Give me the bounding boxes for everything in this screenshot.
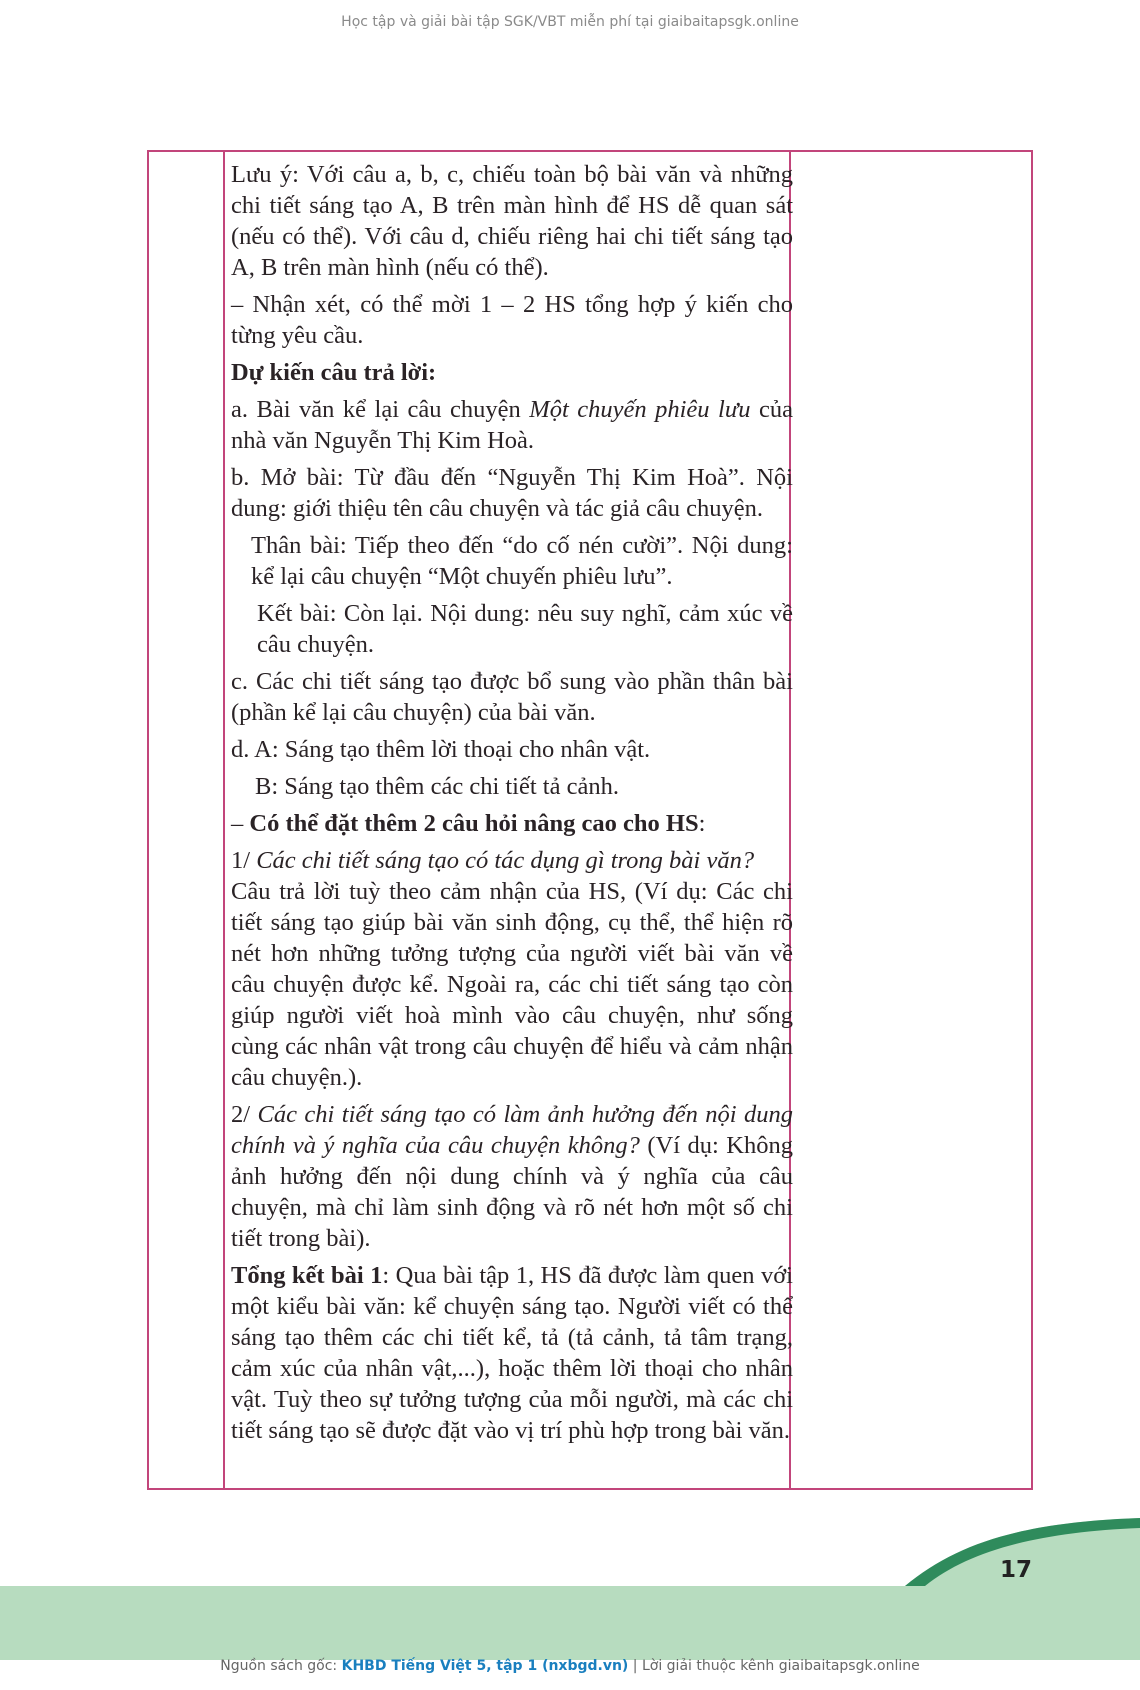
- lesson-summary: Tổng kết bài 1: Qua bài tập 1, HS đã được làm quen với một kiểu bài văn: kể chuyện sáng tạo. Người viết có thể sáng tạo thêm các chi tiết kể, tả (tả cảnh, tả tâm trạng, cảm xúc của nhân vật,...), hoặc thêm lời thoại cho nhân vật. Tuỳ theo sự tưởng tượng của mỗi người, mà các chi tiết sáng tạo sẽ được đặt vào vị trí phù hợp trong bài văn.: [231, 1262, 793, 1444]
- answer-d-a: d. A: Sáng tạo thêm lời thoại cho nhân vật.: [231, 736, 651, 763]
- answer-a: a. Bài văn kể lại câu chuyện Một chuyến phiêu lưu của nhà văn Nguyễn Thị Kim Hoà.: [231, 396, 793, 454]
- answer-b-intro: b. Mở bài: Từ đầu đến “Nguyễn Thị Kim Hoà”. Nội dung: giới thiệu tên câu chuyện và tác giả câu chuyện.: [231, 464, 793, 522]
- advanced-question-2: 2/ Các chi tiết sáng tạo có làm ảnh hưởng đến nội dung chính và ý nghĩa của câu chuyện không? (Ví dụ: Không ảnh hưởng đến nội dung chính và ý nghĩa của câu chuyện, mà chỉ làm sinh động và rõ nét hơn một số chi tiết trong bài).: [231, 1101, 794, 1252]
- page-number: 17: [999, 1557, 1032, 1583]
- source-book-link[interactable]: KHBD Tiếng Việt 5, tập 1 (nxbgd.vn): [341, 1658, 629, 1674]
- expected-answers-heading: Dự kiến câu trả lời:: [231, 359, 437, 386]
- answer-c: c. Các chi tiết sáng tạo được bổ sung vào phần thân bài (phần kể lại câu chuyện) của bài văn.: [231, 668, 793, 726]
- advanced-question-1: 1/ Các chi tiết sáng tạo có tác dụng gì trong bài văn? Câu trả lời tuỳ theo cảm nhận của HS, (Ví dụ: Các chi tiết sáng tạo giúp bài văn sinh động, cụ thể, thể hiện rõ nét hơn những tưởng tượng của người viết bài văn về câu chuyện được kể. Ngoài ra, các chi tiết sáng tạo còn giúp người viết hoà mình vào câu chuyện, như sống cùng các nhân vật trong câu chuyện để hiểu và cảm nhận câu chuyện.).: [231, 847, 793, 1091]
- lesson-table: [147, 150, 1033, 1490]
- teacher-activity-cell: [231, 159, 793, 1446]
- comment-paragraph: – Nhận xét, có thể mời 1 – 2 HS tổng hợp ý kiến cho từng yêu cầu.: [231, 291, 793, 349]
- answer-b-body: Thân bài: Tiếp theo đến “do cố nén cười”. Nội dung: kể lại câu chuyện “Một chuyến phiêu lưu”.: [251, 532, 793, 590]
- answer-b-conclusion: Kết bài: Còn lại. Nội dung: nêu suy nghĩ, cảm xúc về câu chuyện.: [257, 600, 793, 658]
- top-watermark-note: Học tập và giải bài tập SGK/VBT miễn phí tại giaibaitapsgk.online: [341, 14, 799, 30]
- source-footer: Nguồn sách gốc: KHBD Tiếng Việt 5, tập 1 (nxbgd.vn) | Lời giải thuộc kênh giaibaitapsgk.online: [220, 1658, 920, 1674]
- answer-d-b: B: Sáng tạo thêm các chi tiết tả cảnh.: [255, 773, 619, 800]
- advanced-questions-heading: – Có thể đặt thêm 2 câu hỏi nâng cao cho HS:: [231, 810, 706, 837]
- note-paragraph: Lưu ý: Với câu a, b, c, chiếu toàn bộ bài văn và những chi tiết sáng tạo A, B trên màn hình để HS dễ quan sát (nếu có thể). Với câu d, chiếu riêng hai chi tiết sáng tạo A, B trên màn hình (nếu có thể).: [231, 161, 793, 281]
- decorative-wave-band: [0, 1510, 1140, 1660]
- table-column-divider-left: [223, 152, 225, 1488]
